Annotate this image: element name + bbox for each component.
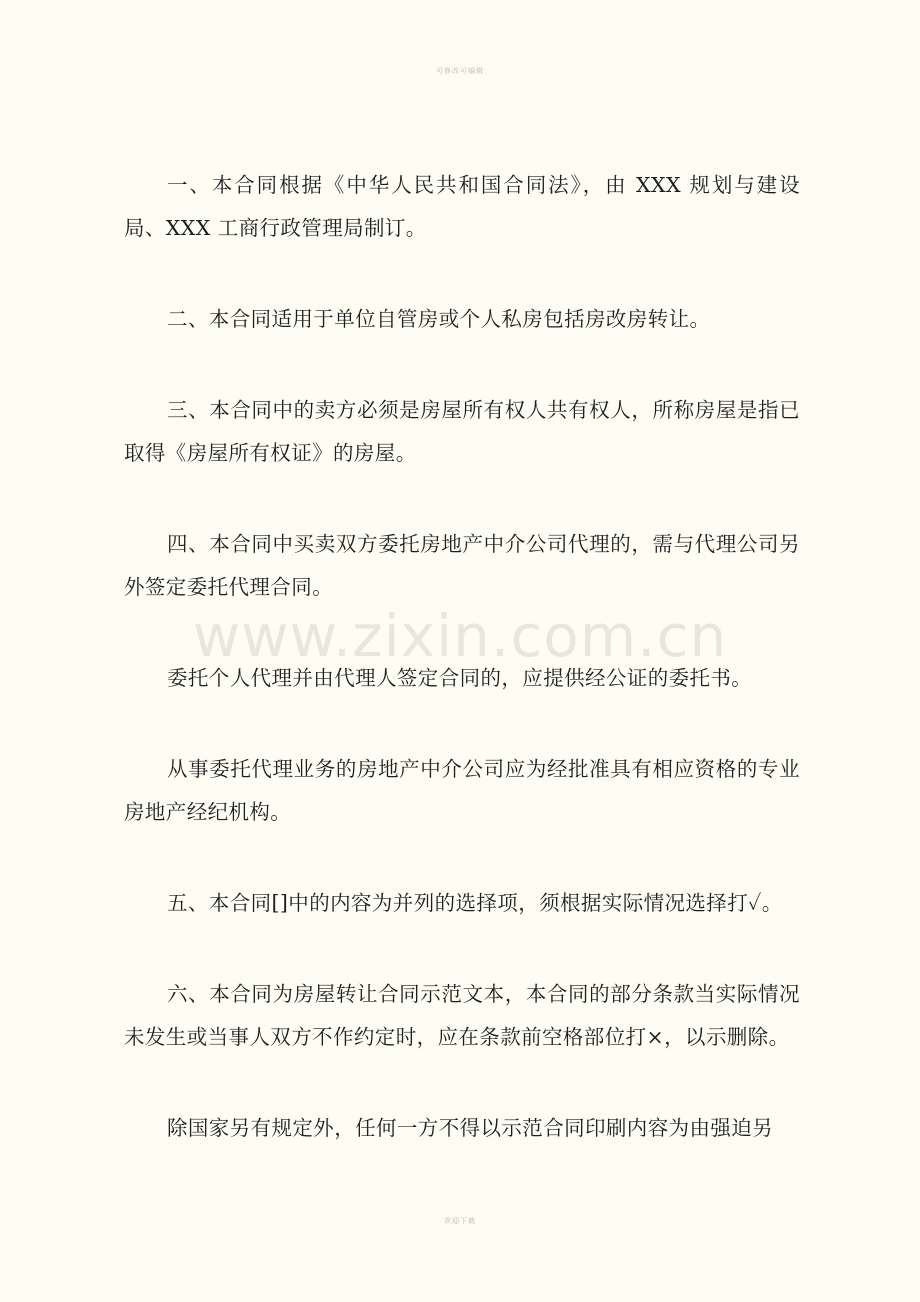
paragraph-9: 除国家另有规定外，任何一方不得以示范合同印刷内容为由强迫另 [167,1116,774,1140]
paragraph-8: 六、本合同为房屋转让合同示范文本，本合同的部分条款当实际情况未发生或当事人双方不作约定时，应在条款前空格部位打×，以示删除。 [124,982,800,1049]
watermark-text: www.zixin.com.cn [192,602,728,670]
page-footer-note: 欢迎下载 [444,1217,476,1225]
paragraph-4: 四、本合同中买卖双方委托房地产中介公司代理的，需与代理公司另外签定委托代理合同。 [124,532,800,599]
paragraph-2: 二、本合同适用于单位自管房或个人私房包括房改房转让。 [167,307,711,331]
paragraph-3: 三、本合同中的卖方必须是房屋所有权人共有权人，所称房屋是指已取得《房屋所有权证》的房屋。 [124,398,800,465]
paragraph-6: 从事委托代理业务的房地产中介公司应为经批准具有相应资格的专业房地产经纪机构。 [124,757,800,824]
page-header-note: 可修改可编辑 [436,67,484,75]
paragraph-7: 五、本合同[]中的内容为并列的选择项，须根据实际情况选择打✓。 [167,891,783,915]
paragraph-5: 委托个人代理并由代理人签定合同的，应提供经公证的委托书。 [167,666,753,690]
document-body [124,164,800,1150]
paragraph-1: 一、本合同根据《中华人民共和国合同法》，由 XXX 规划与建设局、XXX 工商行政管理局制订。 [124,173,800,240]
